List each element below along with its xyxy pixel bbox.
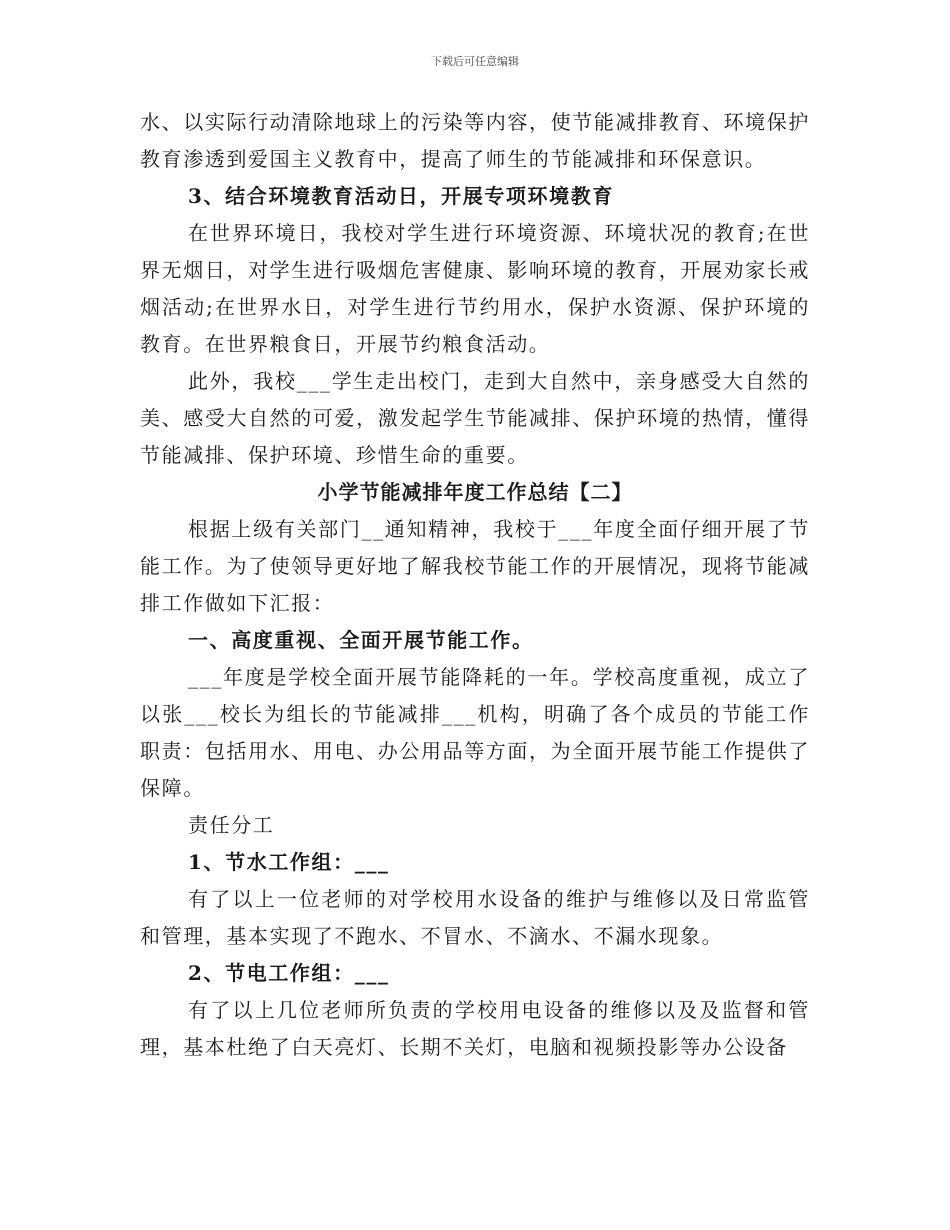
document-body	[140, 104, 810, 1066]
document-title-2: 小学节能减排年度工作总结【二】	[317, 480, 633, 504]
paragraph-environment-days: 在世界环境日，我校对学生进行环境资源、环境状况的教育;在世界无烟日，对学生进行吸烟危害健康、影响环境的教育，开展劝家长戒烟活动;在世界水日，对学生进行节约用水，保护水资源、保护环境的教育。在世界粮食日，开展节约粮食活动。	[140, 221, 810, 356]
section-heading-1: 一、高度重视、全面开展节能工作。	[188, 628, 534, 652]
section-heading-3: 3、结合环境教育活动日，开展专项环境教育	[188, 184, 614, 208]
group-electric-heading: 2、节电工作组：___	[188, 961, 390, 985]
group-water-heading: 1、节水工作组：___	[188, 850, 390, 874]
paragraph-intro: 根据上级有关部门__通知精神，我校于___年度全面仔细开展了节能工作。为了使领导更好地了解我校节能工作的开展情况，现将节能减排工作做如下汇报：	[140, 517, 810, 615]
paragraph-nature: 此外，我校___学生走出校门，走到大自然中，亲身感受大自然的美、感受大自然的可爱，激发起学生节能减排、保护环境的热情，懂得节能减排、保护环境、珍惜生命的重要。	[140, 369, 810, 467]
paragraph-organization: ___年度是学校全面开展节能降耗的一年。学校高度重视，成立了以张___校长为组长的节能减排___机构，明确了各个成员的节能工作职责：包括用水、用电、办公用品等方面，为全面开展节能工作提供了保障。	[140, 665, 810, 800]
paragraph-continued: 水、以实际行动清除地球上的污染等内容，使节能减排教育、环境保护教育渗透到爱国主义教育中，提高了师生的节能减排和环保意识。	[140, 110, 810, 171]
paragraph-responsibility: 责任分工	[188, 813, 275, 837]
page-header: 下载后可任意编辑	[431, 55, 519, 68]
paragraph-electric: 有了以上几位老师所负责的学校用电设备的维修以及及监督和管理，基本杜绝了白天亮灯、长期不关灯，电脑和视频投影等办公设备	[140, 998, 810, 1059]
paragraph-water: 有了以上一位老师的对学校用水设备的维护与维修以及日常监管和管理，基本实现了不跑水、不冒水、不滴水、不漏水现象。	[140, 887, 810, 948]
